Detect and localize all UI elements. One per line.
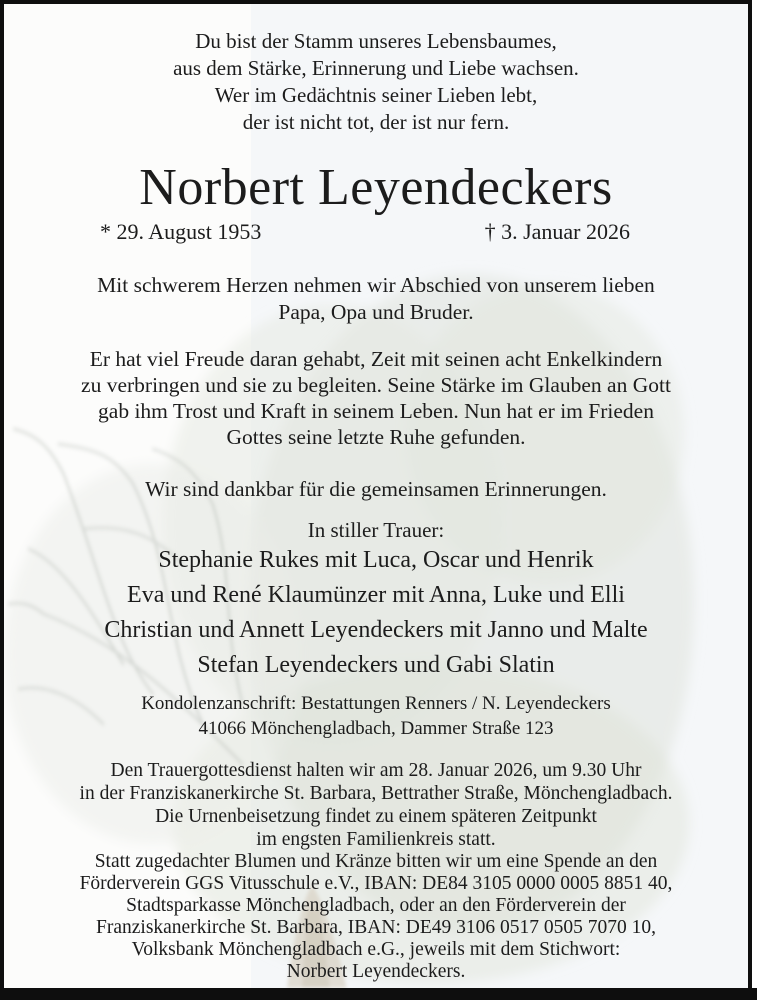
text-line: Gottes seine letzte Ruhe gefunden. [226,425,526,449]
text-line: Den Trauergottesdienst halten wir am 28. Januar 2026, um 9.30 Uhr [110,760,642,781]
mourners-list [4,543,748,683]
text-line: Christian und Annett Leyendeckers mit Janno und Malte [104,617,648,643]
text-line: Mit schwerem Herzen nehmen wir Abschied von unserem lieben [97,273,655,297]
deceased-name: Norbert Leyendeckers [139,159,613,216]
mourning-heading: In stiller Trauer: [307,518,445,542]
life-dates [4,220,748,244]
bottom-border-bar [0,988,757,1000]
obituary-content [4,4,748,983]
tribute-paragraph [4,346,748,450]
text-line: in der Franziskanerkirche St. Barbara, Bettrather Straße, Mönchengladbach. [79,783,673,804]
text-line: Stadtsparkasse Mönchengladbach, oder an den Förderverein der [126,895,626,916]
text-line: Förderverein GGS Vitusschule e.V., IBAN: DE84 3105 0000 0005 8851 40, [79,873,673,894]
text-line: Statt zugedachter Blumen und Kränze bitten wir um eine Spende an den [94,851,658,872]
donation-info [4,851,748,983]
text-line: im engsten Familienkreis statt. [256,829,496,850]
text-line: zu verbringen und sie zu begleiten. Seine Stärke im Glauben an Gott [81,373,671,397]
text-line: Papa, Opa und Bruder. [278,300,474,324]
text-line: Er hat viel Freude daran gehabt, Zeit mit seinen acht Enkelkindern [89,347,663,371]
text-line: Stefan Leyendeckers und Gabi Slatin [197,652,555,678]
epigraph-verse [4,28,748,136]
text-line: Wer im Gedächtnis seiner Lieben lebt, [214,83,538,107]
text-line: Du bist der Stamm unseres Lebensbaumes, [195,29,557,53]
text-line: Die Urnenbeisetzung findet zu einem späteren Zeitpunkt [155,806,597,827]
text-line: 41066 Mönchengladbach, Dammer Straße 123 [198,718,554,739]
text-line: Franziskanerkirche St. Barbara, IBAN: DE49 3106 0517 0505 7070 10, [96,917,656,938]
birth-date: * 29. August 1953 [100,219,262,244]
farewell-paragraph [4,272,748,326]
death-date: † 3. Januar 2026 [484,219,630,244]
text-line: Eva und René Klaumünzer mit Anna, Luke und Elli [127,582,625,608]
text-line: Volksbank Mönchengladbach e.G., jeweils mit dem Stichwort: [131,939,621,960]
condolence-address [4,691,748,741]
text-line: Norbert Leyendeckers. [286,961,466,982]
text-line: Kondolenzanschrift: Bestattungen Renners / N. Leyendeckers [141,693,611,714]
funeral-service-info [4,759,748,851]
gratitude-line: Wir sind dankbar für die gemeinsamen Erinnerungen. [145,477,607,501]
text-line: aus dem Stärke, Erinnerung und Liebe wachsen. [173,56,579,80]
text-line: gab ihm Trost und Kraft in seinem Leben. Nun hat er im Frieden [98,399,654,423]
text-line: der ist nicht tot, der ist nur fern. [242,110,510,134]
text-line: Stephanie Rukes mit Luca, Oscar und Henrik [158,547,594,573]
